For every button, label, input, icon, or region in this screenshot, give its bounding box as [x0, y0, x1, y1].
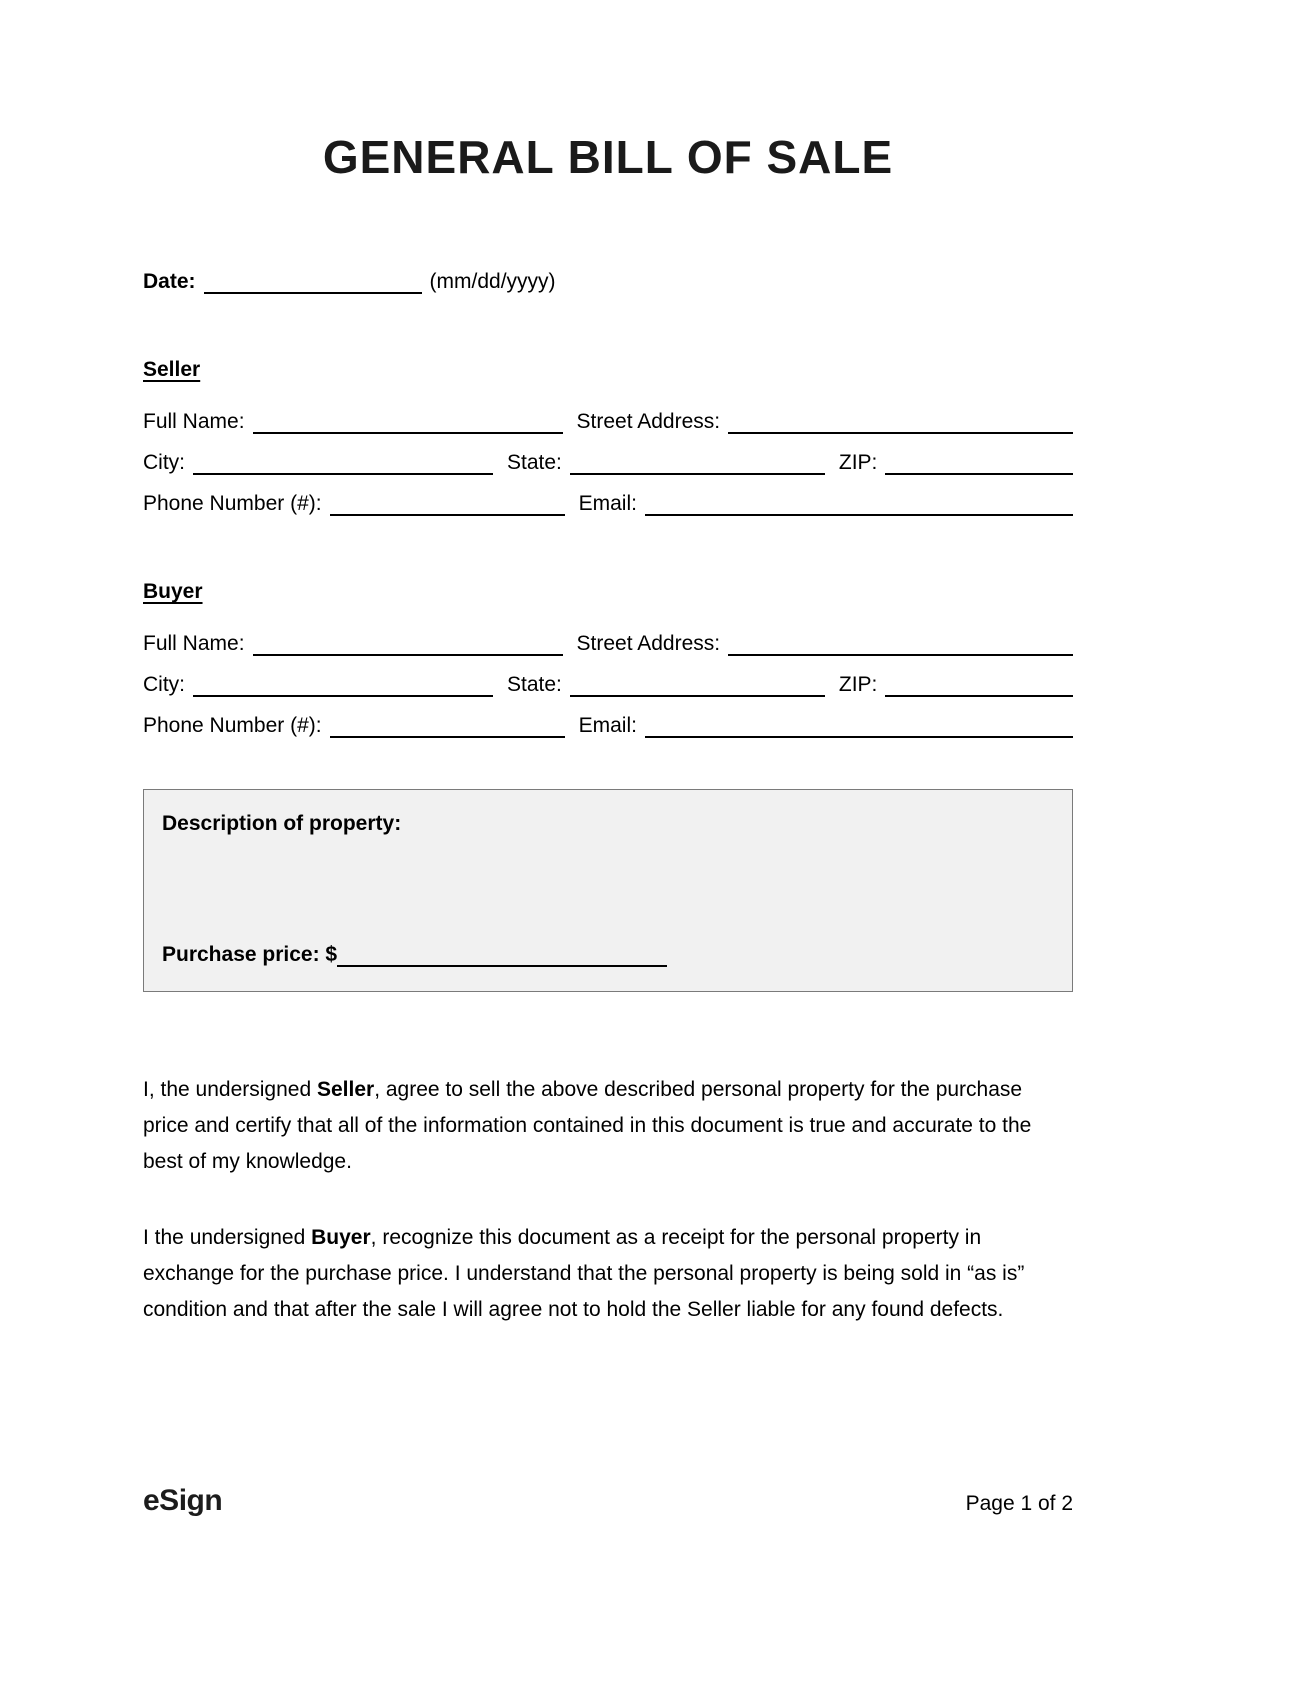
email-label: Email: — [578, 492, 637, 515]
page-footer — [143, 1484, 1073, 1518]
seller-zip-field — [885, 451, 1073, 475]
state-label: State: — [507, 451, 562, 474]
buyer-street-address-field — [728, 632, 1073, 656]
seller-city-state-zip-row — [143, 447, 1073, 475]
phone-label: Phone Number (#): — [143, 714, 322, 737]
buyer-city-field — [193, 673, 493, 697]
buyer-clause-bold: Buyer — [311, 1226, 371, 1249]
purchase-price-label: Purchase price: $ — [162, 943, 338, 966]
seller-city-field — [193, 451, 493, 475]
seller-clause-post: , agree to sell the above described personal property for the purchase price and certify that all of the information contained in this document is true and accurate to the best of my knowledge. — [143, 1078, 1032, 1173]
buyer-phone-field — [330, 714, 565, 738]
purchase-price-field — [337, 943, 667, 967]
buyer-clause-paragraph — [143, 1220, 1073, 1328]
buyer-section — [143, 580, 1073, 738]
date-format-hint: (mm/dd/yyyy) — [429, 270, 556, 293]
zip-label: ZIP: — [838, 673, 878, 696]
buyer-city-state-zip-row — [143, 669, 1073, 697]
seller-state-field — [570, 451, 825, 475]
buyer-zip-field — [885, 673, 1073, 697]
seller-clause-pre: I, the undersigned — [143, 1078, 317, 1101]
page-title: GENERAL BILL OF SALE — [322, 131, 894, 183]
seller-clause-bold: Seller — [316, 1078, 375, 1101]
state-label: State: — [507, 673, 562, 696]
esign-logo: eSign — [143, 1484, 223, 1517]
buyer-clause-post: , recognize this document as a receipt for the personal property in exchange for the purchase price. I understand that the personal property is being sold in “as is” condition and that after the sale I will agree not to hold the Seller liable for any found defects. — [143, 1226, 1025, 1321]
seller-full-name-field — [253, 410, 563, 434]
buyer-clause-pre: I the undersigned — [143, 1226, 312, 1249]
date-row — [143, 270, 1073, 294]
city-label: City: — [143, 673, 185, 696]
street-address-label: Street Address: — [576, 632, 721, 655]
buyer-name-address-row — [143, 628, 1073, 656]
street-address-label: Street Address: — [576, 410, 721, 433]
city-label: City: — [143, 451, 185, 474]
seller-heading: Seller — [143, 358, 201, 381]
date-label: Date: — [143, 270, 196, 293]
seller-street-address-field — [728, 410, 1073, 434]
full-name-label: Full Name: — [143, 632, 245, 655]
seller-phone-field — [330, 492, 565, 516]
buyer-heading: Buyer — [143, 580, 203, 603]
buyer-email-field — [645, 714, 1073, 738]
description-of-property-label: Description of property: — [162, 812, 402, 835]
property-description-box — [143, 789, 1073, 992]
date-field — [204, 270, 422, 294]
buyer-full-name-field — [253, 632, 563, 656]
seller-clause-paragraph — [143, 1072, 1073, 1180]
zip-label: ZIP: — [838, 451, 878, 474]
full-name-label: Full Name: — [143, 410, 245, 433]
seller-name-address-row — [143, 406, 1073, 434]
phone-label: Phone Number (#): — [143, 492, 322, 515]
seller-email-field — [645, 492, 1073, 516]
page-number: Page 1 of 2 — [965, 1492, 1073, 1515]
seller-phone-email-row — [143, 488, 1073, 516]
purchase-price-row — [162, 943, 1054, 967]
buyer-phone-email-row — [143, 710, 1073, 738]
seller-section — [143, 358, 1073, 516]
email-label: Email: — [578, 714, 637, 737]
buyer-state-field — [570, 673, 825, 697]
